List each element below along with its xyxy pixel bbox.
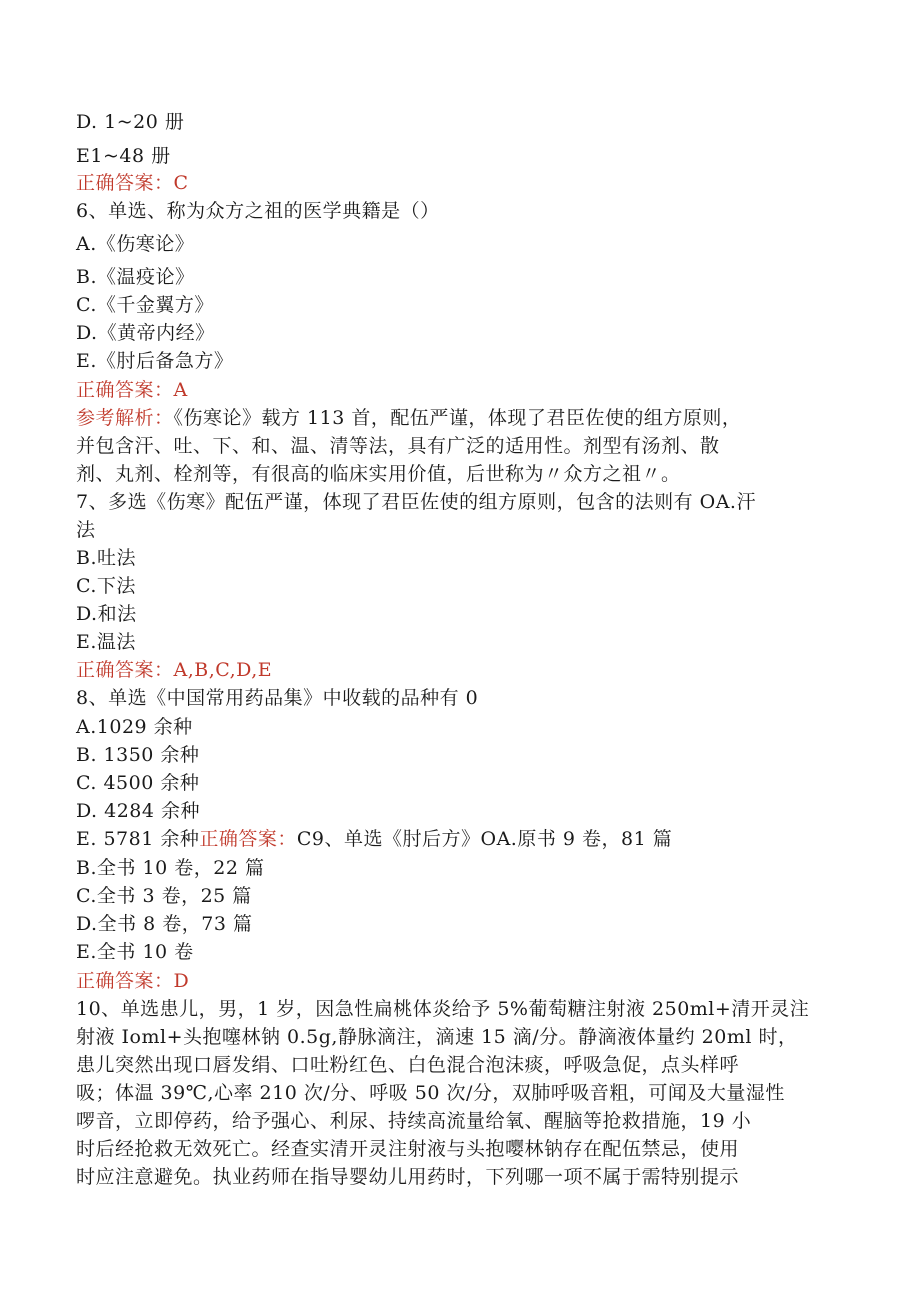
question-10: 10、单选患儿，男，1 岁，因急性扁桃体炎给予 5%葡萄糖注射液 250ml+清开灵注 [76,998,810,1020]
question-7: 7、多选《伤寒》配伍严谨，体现了君臣佐使的组方原则，包含的法则有 OA.汗 [76,491,756,513]
question-10-cont: 时应注意避免。执业药师在指导婴幼儿用药时，下列哪一项不属于需特别提示 [76,1166,740,1188]
option-line: B. 1350 余种 [76,744,200,766]
option-line: B.吐法 [76,547,137,569]
analysis-text: 《伤寒论》载方 113 首，配伍严谨，体现了君臣佐使的组方原则， [173,407,742,429]
option-line: D.全书 8 卷，73 篇 [76,913,253,935]
mixed-line [76,825,672,853]
option-line: E1~48 册 [76,145,171,167]
option-line: A.《伤寒论》 [76,233,195,255]
option-line: B.《温疫论》 [76,266,195,288]
correct-answer: 正确答案：C [76,172,189,194]
question-10-cont: 射液 Ioml+头抱噻林钠 0.5g,静脉滴注，滴速 15 滴/分。静滴液体量约 20ml 时， [76,1026,798,1048]
question-10-cont: 时后经抢救无效死亡。经查实清开灵注射液与头抱嘤林钠存在配伍禁忌，使用 [76,1138,740,1160]
correct-answer: 正确答案：A [76,379,188,401]
analysis-line: 剂、丸剂、栓剂等，有很高的临床实用价值，后世称为〃众方之祖〃。 [76,463,681,485]
question-8: 8、单选《中国常用药品集》中收载的品种有 0 [76,687,479,709]
option-text: E. 5781 余种 [76,828,200,850]
question-10-cont: 吸；体温 39℃,心率 210 次/分、呼吸 50 次/分，双肺呼吸音粗，可闻及大量湿性 [76,1082,785,1104]
option-line: A.1029 余种 [76,716,193,738]
question-9: C9、单选《肘后方》OA.原书 9 卷，81 篇 [296,828,673,850]
option-line: E.全书 10 卷 [76,941,194,963]
option-line: D. 1~20 册 [76,111,185,133]
question-7-cont: 法 [76,519,96,541]
option-line: C. 4500 余种 [76,772,200,794]
analysis-line [76,404,741,432]
analysis-label: 参考解析： [76,407,174,429]
option-line: C.全书 3 卷，25 篇 [76,885,252,907]
question-10-cont: 啰音，立即停药，给予强心、利尿、持续高流量给氧、醒脑等抢救措施，19 小 [76,1110,752,1132]
question-10-cont: 患儿突然出现口唇发绢、口吐粉红色、白色混合泡沫痰，呼吸急促，点头样呼 [76,1054,740,1076]
option-line: E.温法 [76,631,136,653]
option-line: C.《千金翼方》 [76,294,214,316]
correct-answer: 正确答案：A,B,C,D,E [76,659,273,681]
question-6: 6、单选、称为众方之祖的医学典籍是（） [76,200,440,222]
option-line: D.和法 [76,603,137,625]
option-line: D. 4284 余种 [76,800,201,822]
correct-answer: 正确答案：D [76,970,190,992]
option-line: E.《肘后备急方》 [76,350,234,372]
analysis-line: 并包含汗、吐、下、和、温、清等法，具有广泛的适用性。剂型有汤剂、散 [76,435,720,457]
option-line: D.《黄帝内经》 [76,322,215,344]
correct-answer-label: 正确答案： [199,828,297,850]
option-line: C.下法 [76,575,136,597]
option-line: B.全书 10 卷，22 篇 [76,857,265,879]
